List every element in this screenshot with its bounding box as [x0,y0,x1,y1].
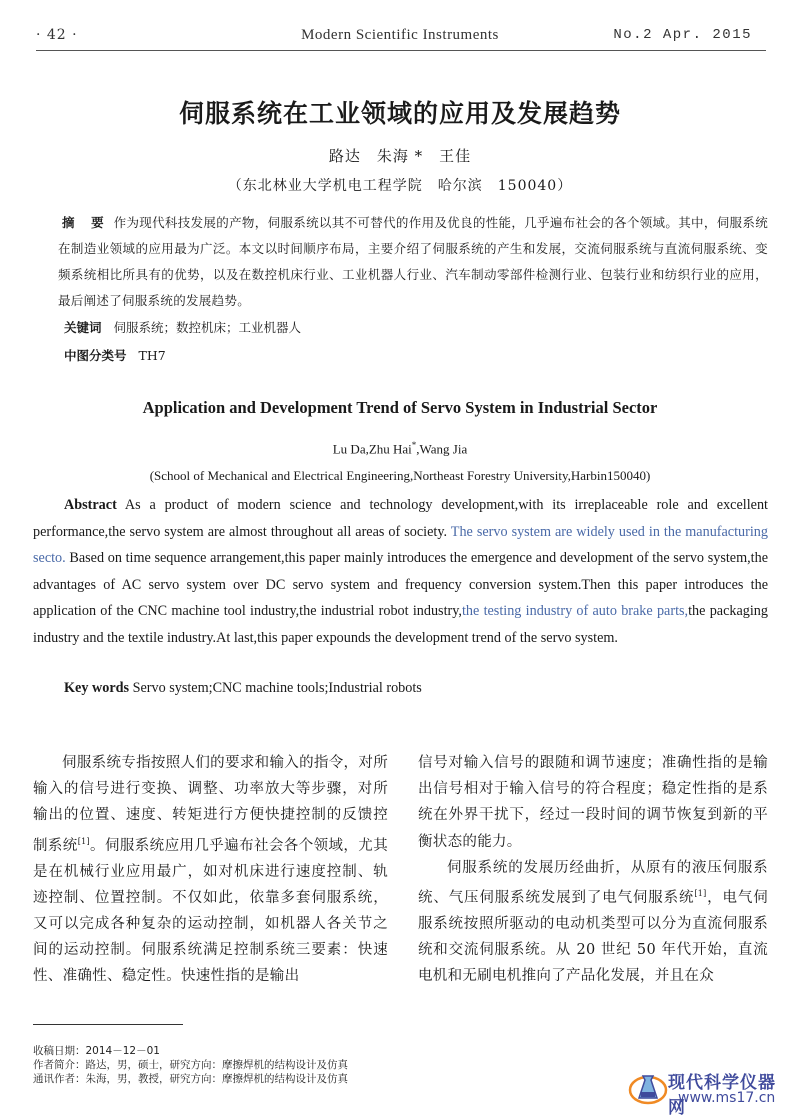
english-abstract [33,492,768,651]
body-text: 伺服系统的发展历经曲折，从原有的液压伺服系统、气压伺服系统发展到了电气伺服系统 [418,859,768,906]
page-number: · 42 · [36,27,78,43]
english-authors [0,440,800,457]
english-abstract-part3: Based on time sequence arrangement,this paper mainly introduces the emergence and development of the servo system,the advantages of AC servo system over DC servo system and frequency conversion system.Then this paper introduces the application of the CNC machine tool industry,the industrial robot industry, [33,550,768,619]
english-abstract-label: Abstract [64,497,117,513]
chinese-keywords-label: 关键词 [64,320,102,335]
body-text: 伺服系统专指按照人们的要求和输入的指令，对所输入的信号进行变换、调整、功率放大等步骤，对所输出的位置、速度、转矩进行方便快捷控制的反馈控制系统 [33,755,388,854]
body-paragraph: 信号对输入信号的跟随和调节速度；准确性指的是输出信号相对于输入信号的符合程度；稳定性指的是系统在外界干扰下，经过一段时间的调节恢复到新的平衡状态的能力。 [418,755,768,850]
flask-logo-icon [628,1070,668,1106]
citation-ref: [1] [77,836,90,846]
author-intro: 作者简介：路达，男，硕士，研究方向：摩擦焊机的结构设计及仿真 [33,1059,348,1071]
english-authors-a: Lu Da,Zhu Hai [332,441,412,457]
watermark-site-name: 现代科学仪器网 [668,1073,776,1118]
chinese-abstract-text: 作为现代科技发展的产物，伺服系统以其不可替代的作用及优良的性能，几乎遍布社会的各个领域。其中，伺服系统在制造业领域的应用最为广泛。本文以时间顺序布局，主要介绍了伺服系统的产生和发展，交流伺服系统与直流伺服系统、变频系统相比所具有的优势，以及在数控机床行业、工业机器人行业、汽车制动零部件检测行业、包装行业和纺织行业的应用，最后阐述了伺服系统的发展趋势。 [58,215,768,308]
body-paragraph [418,855,768,990]
english-affiliation: (School of Mechanical and Electrical Engineering,Northeast Forestry University,Harbin150040) [149,468,651,483]
english-abstract-highlight-1: The servo system are widely used in the manufacturing secto. [33,523,768,566]
chinese-authors: 路达 朱海 * 王佳 [328,147,472,165]
footnote-rule [33,1024,183,1025]
watermark-url: www.ms17.cn [678,1090,776,1106]
english-keywords-label: Key words [64,680,130,696]
english-abstract-part5: the packaging industry and the textile industry.At last,this paper expounds the development trend of the servo system. [33,603,768,646]
header-rule [36,50,766,51]
english-abstract-part1: As a product of modern science and technology development,with its irreplaceable role and excellent performance,the servo system are almost throughout all areas of society. [33,497,768,540]
site-watermark [628,1066,788,1118]
issue-info: No.2 Apr. 2015 [613,27,752,43]
body-paragraph [33,750,388,990]
english-keywords [64,680,422,697]
english-keywords-text: Servo system;CNC machine tools;Industrial robots [129,680,422,696]
body-column-right [418,750,768,990]
citation-ref: [1] [694,889,707,899]
chinese-keywords-text: 伺服系统；数控机床；工业机器人 [113,320,302,335]
journal-name: Modern Scientific Instruments [301,27,499,43]
body-text: 。伺服系统应用几乎遍布社会各个领域，尤其是在机械行业应用最广，如对机床进行速度控制、轨迹控制、位置控制。不仅如此，依靠多套伺服系统，又可以完成各种复杂的运动控制，如机器人各关节之间的运动控制。伺服系统满足控制系统三要素：快速性、准确性、稳定性。快速性指的是输出 [33,837,389,985]
english-abstract-highlight-2: the testing industry of auto brake parts, [461,603,689,619]
chinese-title: 伺服系统在工业领域的应用及发展趋势 [178,99,621,128]
english-title: Application and Development Trend of Servo System in Industrial Sector [142,398,658,417]
body-column-left [33,750,388,990]
english-authors-b: ,Wang Jia [416,441,468,457]
corresponding-author-mark: * [411,440,417,450]
chinese-affiliation: （东北林业大学机电工程学院 哈尔滨 150040） [227,178,573,194]
classification-value: TH7 [138,348,166,363]
chinese-abstract [58,210,768,314]
footnotes [33,1044,348,1086]
chinese-abstract-label: 摘 要 [62,215,106,230]
body-text: ，电气伺服系统按照所驱动的电动机类型可以分为直流伺服系统和交流伺服系统。从 20 世纪 50 年代开始，直流电机和无刷电机推向了产品化发展，并且在众 [418,889,769,985]
chinese-keywords [64,318,301,336]
received-date: 收稿日期：2014－12－01 [33,1045,160,1057]
classification-number [64,346,166,364]
corresponding-author: 通讯作者：朱海，男，教授，研究方向：摩擦焊机的结构设计及仿真 [33,1073,348,1085]
classification-label: 中图分类号 [64,348,127,363]
